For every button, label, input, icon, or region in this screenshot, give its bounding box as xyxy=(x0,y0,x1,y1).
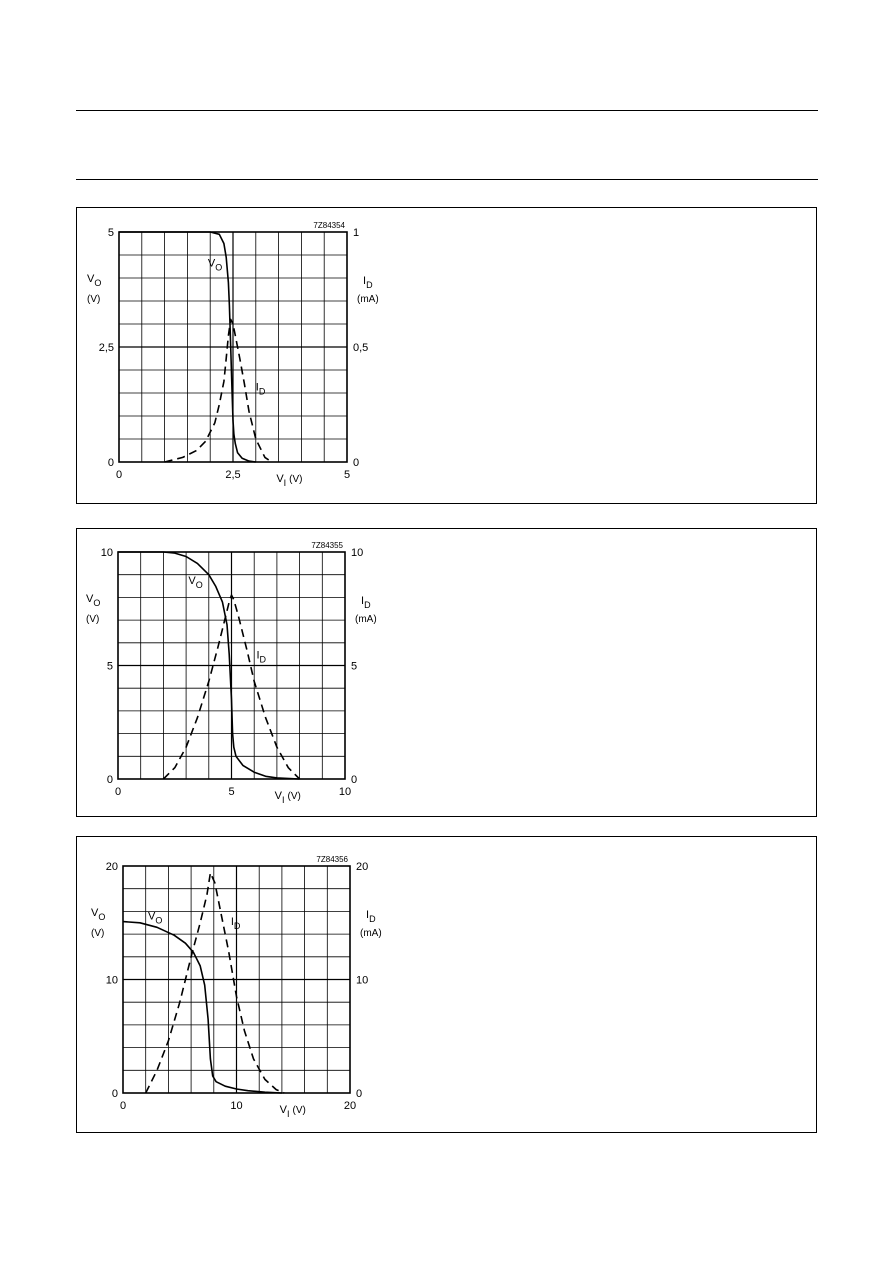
y-right-tick-label: 0,5 xyxy=(353,342,369,354)
y-left-tick-label: 10 xyxy=(100,547,113,559)
series-id-line xyxy=(146,873,285,1093)
y-right-tick-label: 20 xyxy=(356,861,369,873)
y-right-axis-label: $I_D$ xyxy=(361,595,371,610)
x-tick-label: 20 xyxy=(343,1100,357,1112)
y-left-tick-label: 2,5 xyxy=(98,342,114,354)
y-left-axis-unit: (V) xyxy=(91,928,105,939)
y-left-tick-label: 5 xyxy=(107,227,114,239)
figure-code: 7Z84354 xyxy=(313,221,345,230)
chart-svg-1 xyxy=(77,208,816,503)
x-tick-label: 2,5 xyxy=(225,469,241,481)
y-right-tick-label: 10 xyxy=(356,974,369,987)
y-right-axis-unit: (mA) xyxy=(355,614,377,625)
series-id-label: $I_D$ xyxy=(256,649,267,665)
y-right-axis-label: $I_D$ xyxy=(366,909,376,924)
x-tick-label: 10 xyxy=(230,1100,243,1112)
figure-code: 7Z84355 xyxy=(311,541,343,550)
y-right-axis-unit: (mA) xyxy=(357,294,379,305)
y-right-axis-label: $I_D$ xyxy=(363,275,373,290)
y-left-tick-label: 10 xyxy=(105,974,118,987)
x-tick-label: 0 xyxy=(119,1100,127,1112)
y-right-tick-label: 10 xyxy=(351,547,364,559)
x-tick-label: 0 xyxy=(114,786,122,798)
y-left-axis-unit: (V) xyxy=(86,614,100,625)
chart-panel-1 xyxy=(76,207,817,504)
series-id-label: $I_D$ xyxy=(230,916,241,932)
header-rule-bottom xyxy=(76,179,818,180)
y-left-tick-label: 20 xyxy=(105,861,118,873)
x-axis-label: $V_I$ (V) xyxy=(274,790,301,805)
x-tick-label: 5 xyxy=(343,469,351,481)
y-right-axis-unit: (mA) xyxy=(360,928,382,939)
chart-panel-2 xyxy=(76,528,817,817)
y-left-tick-label: 0 xyxy=(106,774,113,786)
header-rule-top xyxy=(76,110,818,111)
series-vo-label: $V_O$ xyxy=(188,574,203,590)
y-left-tick-label: 0 xyxy=(111,1088,118,1100)
x-axis-label: $V_I$ (V) xyxy=(276,473,303,488)
chart-svg-2 xyxy=(77,529,816,816)
series-vo-label: $V_O$ xyxy=(147,910,163,926)
y-right-tick-label: 5 xyxy=(351,660,358,673)
y-left-tick-label: 5 xyxy=(106,660,113,673)
y-right-tick-label: 1 xyxy=(353,227,360,239)
figure-code: 7Z84356 xyxy=(316,855,348,864)
x-tick-label: 5 xyxy=(228,786,235,798)
y-left-tick-label: 0 xyxy=(107,457,114,469)
y-left-axis-label: $V_O$ xyxy=(86,593,101,608)
y-right-tick-label: 0 xyxy=(353,457,360,469)
chart-svg-3 xyxy=(77,837,816,1132)
series-id-label: $I_D$ xyxy=(255,381,266,397)
x-axis-label: $V_I$ (V) xyxy=(279,1104,306,1119)
x-tick-label: 0 xyxy=(115,469,123,481)
y-left-axis-label: $V_O$ xyxy=(87,273,102,288)
y-right-tick-label: 0 xyxy=(351,774,358,786)
y-right-tick-label: 0 xyxy=(356,1088,363,1100)
x-tick-label: 10 xyxy=(338,786,352,798)
chart-panel-3 xyxy=(76,836,817,1133)
y-left-axis-unit: (V) xyxy=(87,294,101,305)
y-left-axis-label: $V_O$ xyxy=(91,907,106,922)
series-vo-label: $V_O$ xyxy=(207,257,223,273)
